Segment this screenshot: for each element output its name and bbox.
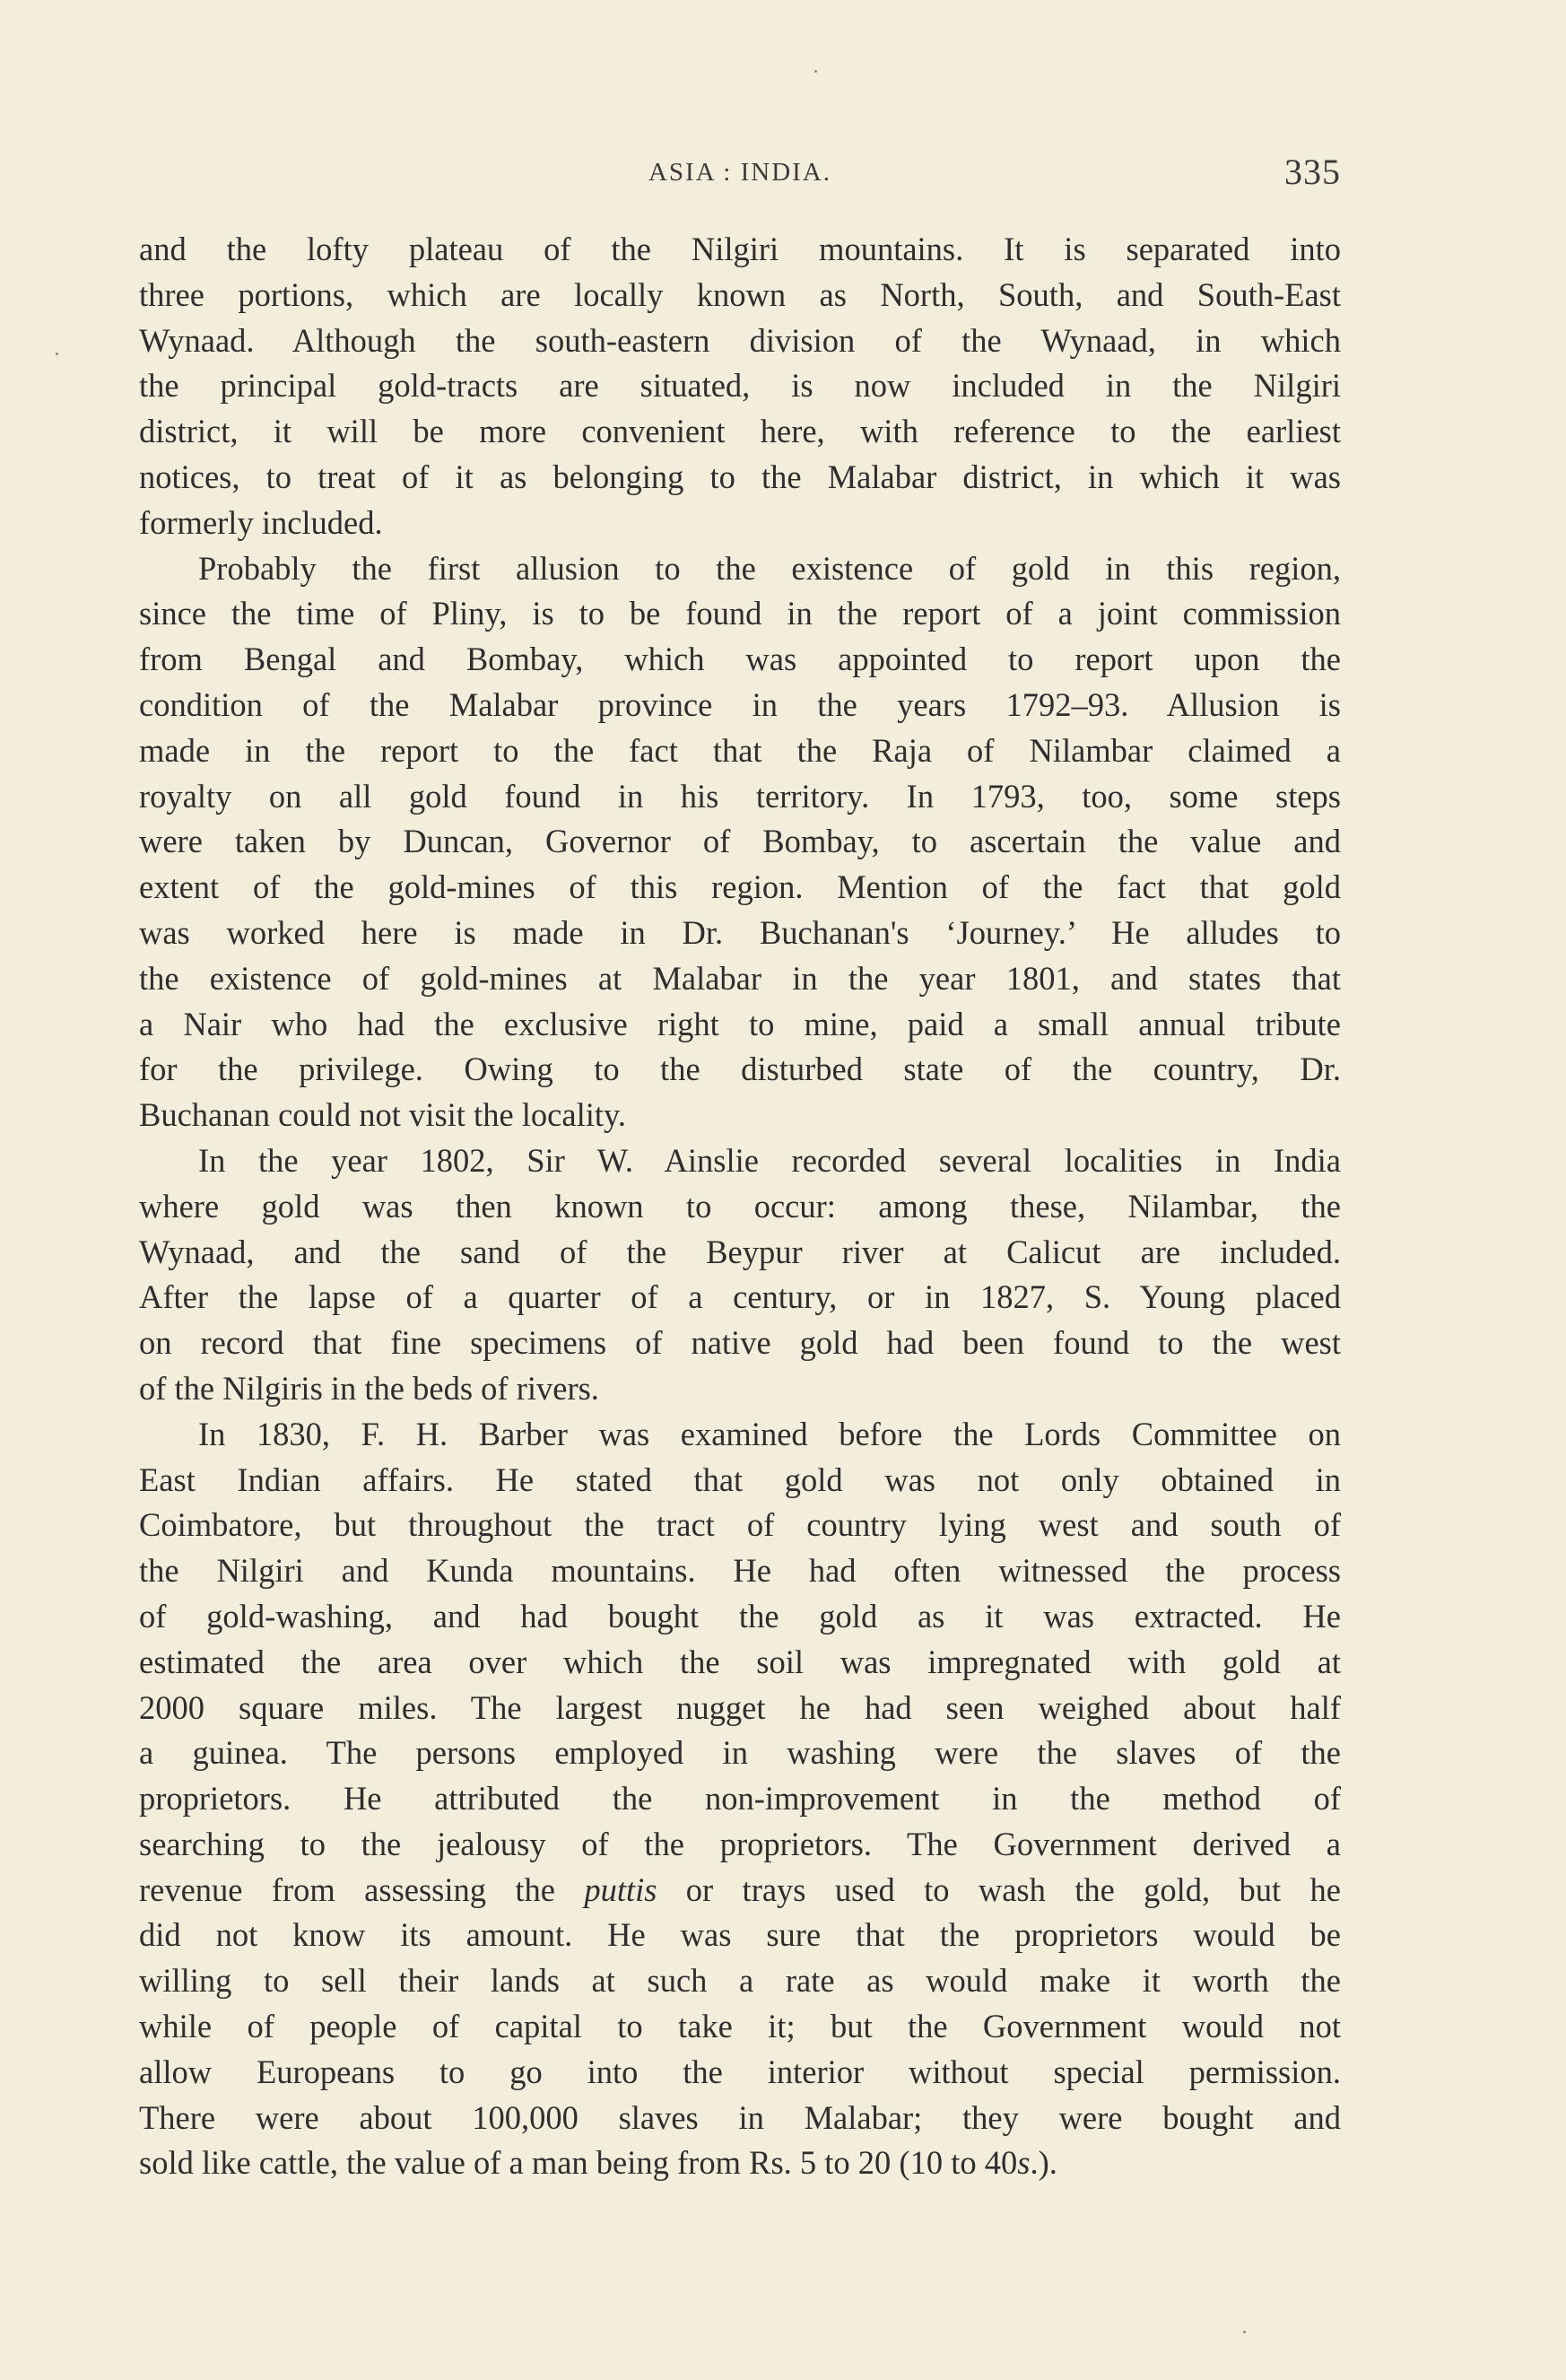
paper-speck xyxy=(1243,2331,1246,2333)
italic-term: puttis xyxy=(584,1870,657,1908)
text-line: Wynaad, and the sand of the Beypur river at Calicut are included. xyxy=(139,1233,1341,1270)
text-line: were taken by Duncan, Governor of Bombay, to ascertain the value and xyxy=(139,823,1341,860)
text-segment: or trays used to wash the gold, but he xyxy=(657,1870,1341,1908)
text-line: Coimbatore, but throughout the tract of country lying west and south of xyxy=(139,1506,1341,1544)
text-line: After the lapse of a quarter of a century, or in 1827, S. Young placed xyxy=(139,1278,1341,1316)
text-line: searching to the jealousy of the proprietors. The Government derived a xyxy=(139,1825,1341,1862)
text-line: Wynaad. Although the south-eastern division of the Wynaad, in which xyxy=(139,321,1341,359)
text-line: 2000 square miles. The largest nugget he had seen weighed about half xyxy=(139,1688,1341,1726)
text-line: of gold-washing, and had bought the gold as it was extracted. He xyxy=(139,1597,1341,1635)
text-line: three portions, which are locally known as North, South, and South-East xyxy=(139,275,1341,313)
text-line: notices, to treat of it as belonging to the Malabar district, in which it was xyxy=(139,458,1341,495)
text-line: for the privilege. Owing to the disturbed state of the country, Dr. xyxy=(139,1051,1341,1088)
paper-speck xyxy=(814,70,817,73)
text-line xyxy=(139,2140,1341,2186)
text-line: estimated the area over which the soil was impregnated with gold at xyxy=(139,1643,1341,1680)
text-line: since the time of Pliny, is to be found in the report of a joint commission xyxy=(139,595,1341,632)
text-line: Buchanan could not visit the locality. xyxy=(139,1096,626,1134)
text-line: a Nair who had the exclusive right to mine, paid a small annual tribute xyxy=(139,1005,1341,1042)
text-line: district, it will be more convenient here, with reference to the earliest xyxy=(139,413,1341,450)
text-line xyxy=(139,1868,1341,1914)
text-line: and the lofty plateau of the Nilgiri mountains. It is separated into xyxy=(139,231,1341,267)
text-segment: .). xyxy=(1030,2144,1057,2182)
running-head: ASIA : INDIA. xyxy=(648,158,832,187)
text-line: the existence of gold-mines at Malabar in the year 1801, and states that xyxy=(139,959,1341,997)
text-line: royalty on all gold found in his territory. In 1793, too, some steps xyxy=(139,777,1341,815)
text-line: There were about 100,000 slaves in Malabar; they were bought and xyxy=(139,2098,1341,2136)
text-line: a guinea. The persons employed in washing were the slaves of the xyxy=(139,1734,1341,1772)
text-line: allow Europeans to go into the interior without special permission. xyxy=(139,2053,1341,2090)
text-line: of the Nilgiris in the beds of rivers. xyxy=(139,1369,599,1407)
text-line: formerly included. xyxy=(139,503,383,541)
text-line: Probably the first allusion to the existence of gold in this region, xyxy=(198,549,1341,587)
text-line: the principal gold-tracts are situated, is now included in the Nilgiri xyxy=(139,367,1341,405)
text-line: was worked here is made in Dr. Buchanan's ‘Journey.’ He alludes to xyxy=(139,913,1341,951)
body-text xyxy=(139,227,1341,2186)
text-line: extent of the gold-mines of this region. Mention of the fact that gold xyxy=(139,868,1341,906)
text-segment: revenue from assessing the xyxy=(139,1870,585,1908)
text-segment: sold like cattle, the value of a man being from Rs. 5 to 20 (10 to 40 xyxy=(139,2144,1018,2182)
text-line: willing to sell their lands at such a rate as would make it worth the xyxy=(139,1962,1341,2000)
text-line: the Nilgiri and Kunda mountains. He had often witnessed the process xyxy=(139,1552,1341,1590)
text-line: East Indian affairs. He stated that gold was not only obtained in xyxy=(139,1460,1341,1498)
text-line: made in the report to the fact that the Raja of Nilambar claimed a xyxy=(139,731,1341,769)
text-line: proprietors. He attributed the non-improvement in the method of xyxy=(139,1780,1341,1818)
text-line: In 1830, F. H. Barber was examined before the Lords Committee on xyxy=(198,1415,1341,1452)
italic-term: s xyxy=(1017,2144,1031,2182)
paper-speck xyxy=(56,353,58,355)
text-line: In the year 1802, Sir W. Ainslie recorded several localities in India xyxy=(198,1141,1341,1179)
text-line: where gold was then known to occur: among these, Nilambar, the xyxy=(139,1187,1341,1225)
text-line: from Bengal and Bombay, which was appointed to report upon the xyxy=(139,641,1341,678)
page-number: 335 xyxy=(1284,152,1341,192)
text-line: did not know its amount. He was sure that the proprietors would be xyxy=(139,1916,1341,1954)
text-line: on record that fine specimens of native gold had been found to the west xyxy=(139,1324,1341,1362)
text-line: while of people of capital to take it; but the Government would not xyxy=(139,2008,1341,2045)
text-line: condition of the Malabar province in the years 1792–93. Allusion is xyxy=(139,685,1341,723)
page-header xyxy=(139,151,1341,205)
